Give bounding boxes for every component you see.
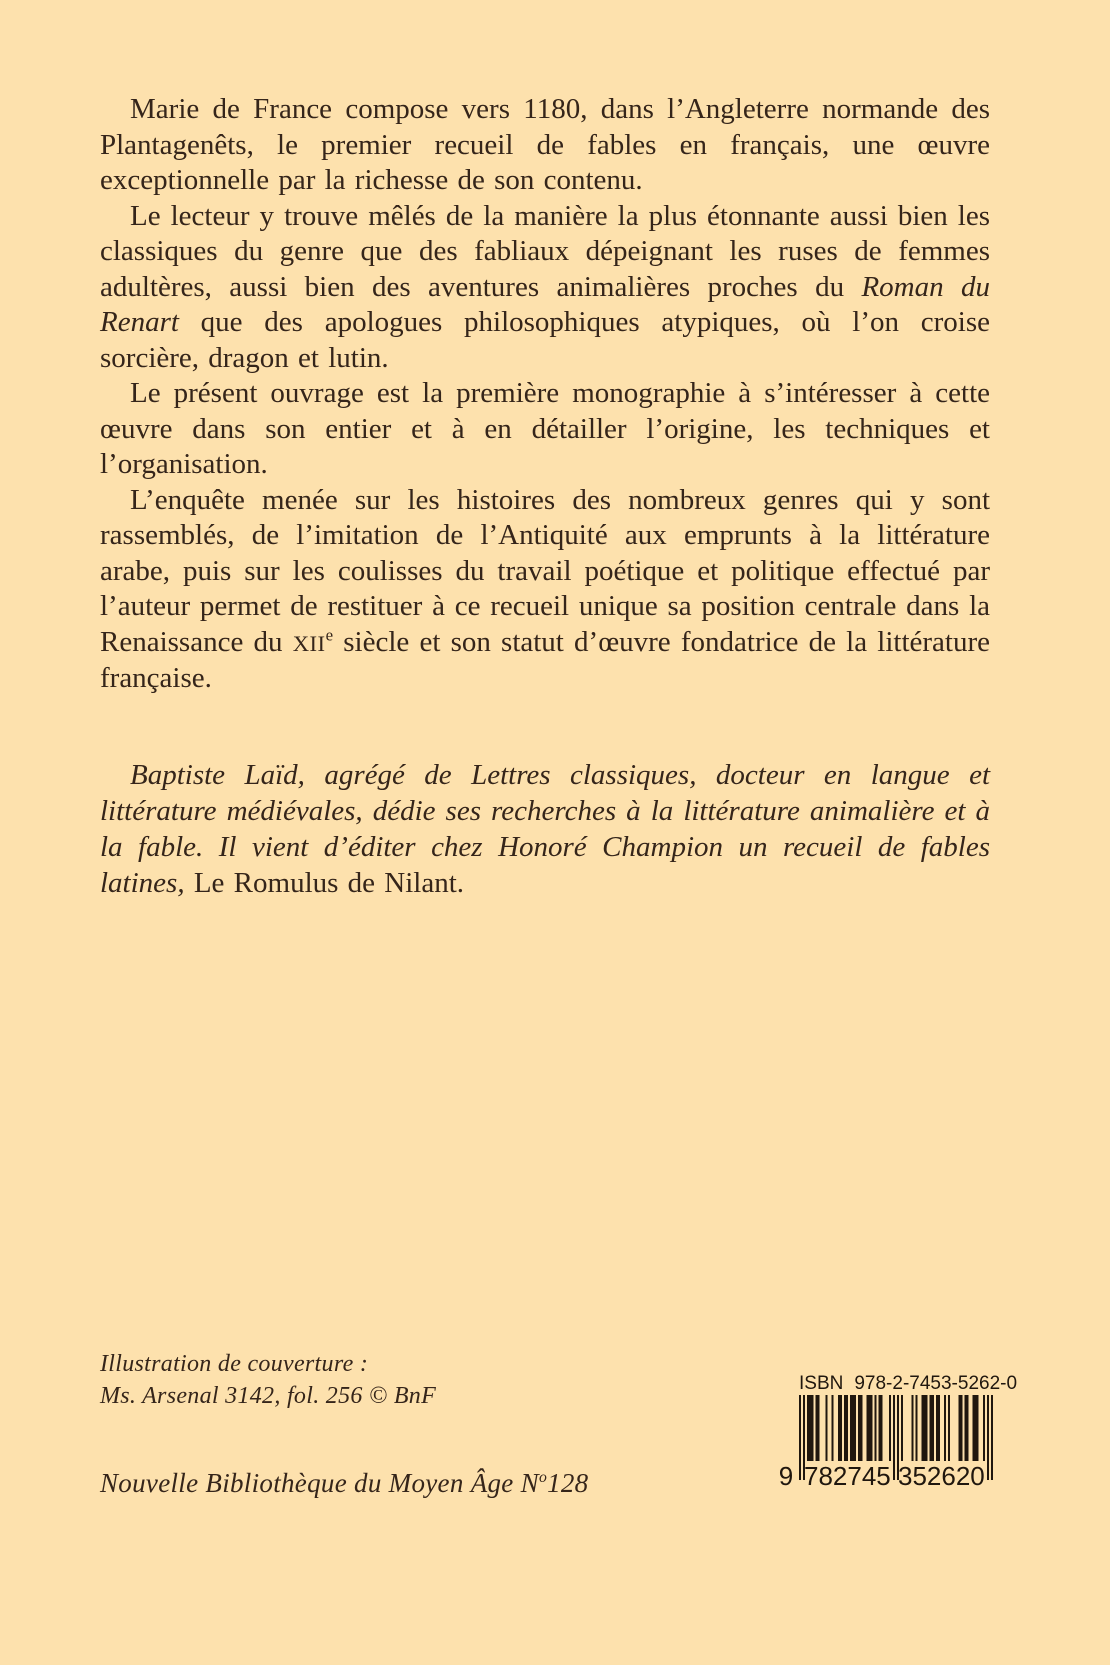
synopsis-p3-text: Le présent ouvrage est la première monographie à s’intéresser à cette œuvre dans son entier et à en détailler l’origine, les techniques et l’organisation. [100,377,990,480]
work-title-roman-du-renart: Roman du Renart [100,270,990,338]
synopsis-paragraph-4 [100,483,990,697]
synopsis-paragraph-3 [100,376,990,483]
author-bio-italic: Baptiste Laïd, agrégé de Lettres classiques, docteur en langue et littérature médiévales, dédie ses recherches à la littérature animalière et à la fable. Il vient d’éditer chez Honoré Champion un recueil de fables latines, [100,759,990,899]
synopsis-p4-post: siècle et son statut d’œuvre fondatrice de la littérature française. [100,625,990,694]
credit-line-1: Illustration de couverture : [100,1351,369,1377]
synopsis-paragraph-1 [100,92,990,199]
isbn-label: ISBN [799,1373,844,1394]
collection-name: Nouvelle Bibliothèque du Moyen Âge N [100,1468,539,1498]
synopsis-block [100,92,990,697]
cover-illustration-credit [100,1348,436,1412]
numero-ordinal-sup: o [538,1469,548,1486]
work-title-romulus-de-nilant: Le Romulus de Nilant. [193,867,465,899]
synopsis-paragraph-2 [100,199,990,377]
ean-lead-digit: 9 [778,1461,794,1491]
century-numeral: XII [292,630,326,656]
synopsis-p4-pre: L’enquête menée sur les histoires des nombreux genres qui y sont rassemblés, de l’imitation de l’Antiquité aux emprunts à la littérature arabe, puis sur les coulisses du travail poétique et politique effectué par l’auteur permet de restituer à ce recueil unique sa position centrale dans la Renaissance du [100,483,990,658]
synopsis-p2-post: que des apologues philosophiques atypiques, où l’on croise sorcière, dragon et lutin. [100,306,990,374]
synopsis-p1-text: Marie de France compose vers 1180, dans l’Angleterre normande des Plantagenêts, le premier recueil de fables en français, une œuvre exceptionnelle par la richesse de son contenu. [100,93,990,196]
credit-line-2: Ms. Arsenal 3142, fol. 256 © BnF [100,1383,437,1409]
barcode-block [775,1373,1018,1494]
collection-series-line [100,1467,588,1499]
collection-number: 128 [547,1468,589,1498]
century-ordinal-sup: e [325,624,334,644]
isbn-line [799,1373,1018,1394]
author-bio-note [100,757,990,901]
ean-right-group: 352620 [898,1461,985,1491]
synopsis-p2-pre: Le lecteur y trouve mêlés de la manière la plus étonnante aussi bien les classiques du genre que des fabliaux dépeignant les ruses de femmes adultères, aussi bien des aventures animalières proches du [100,199,990,303]
isbn-number: 978-2-7453-5262-0 [854,1373,1018,1394]
ean-left-group: 782745 [804,1461,891,1491]
